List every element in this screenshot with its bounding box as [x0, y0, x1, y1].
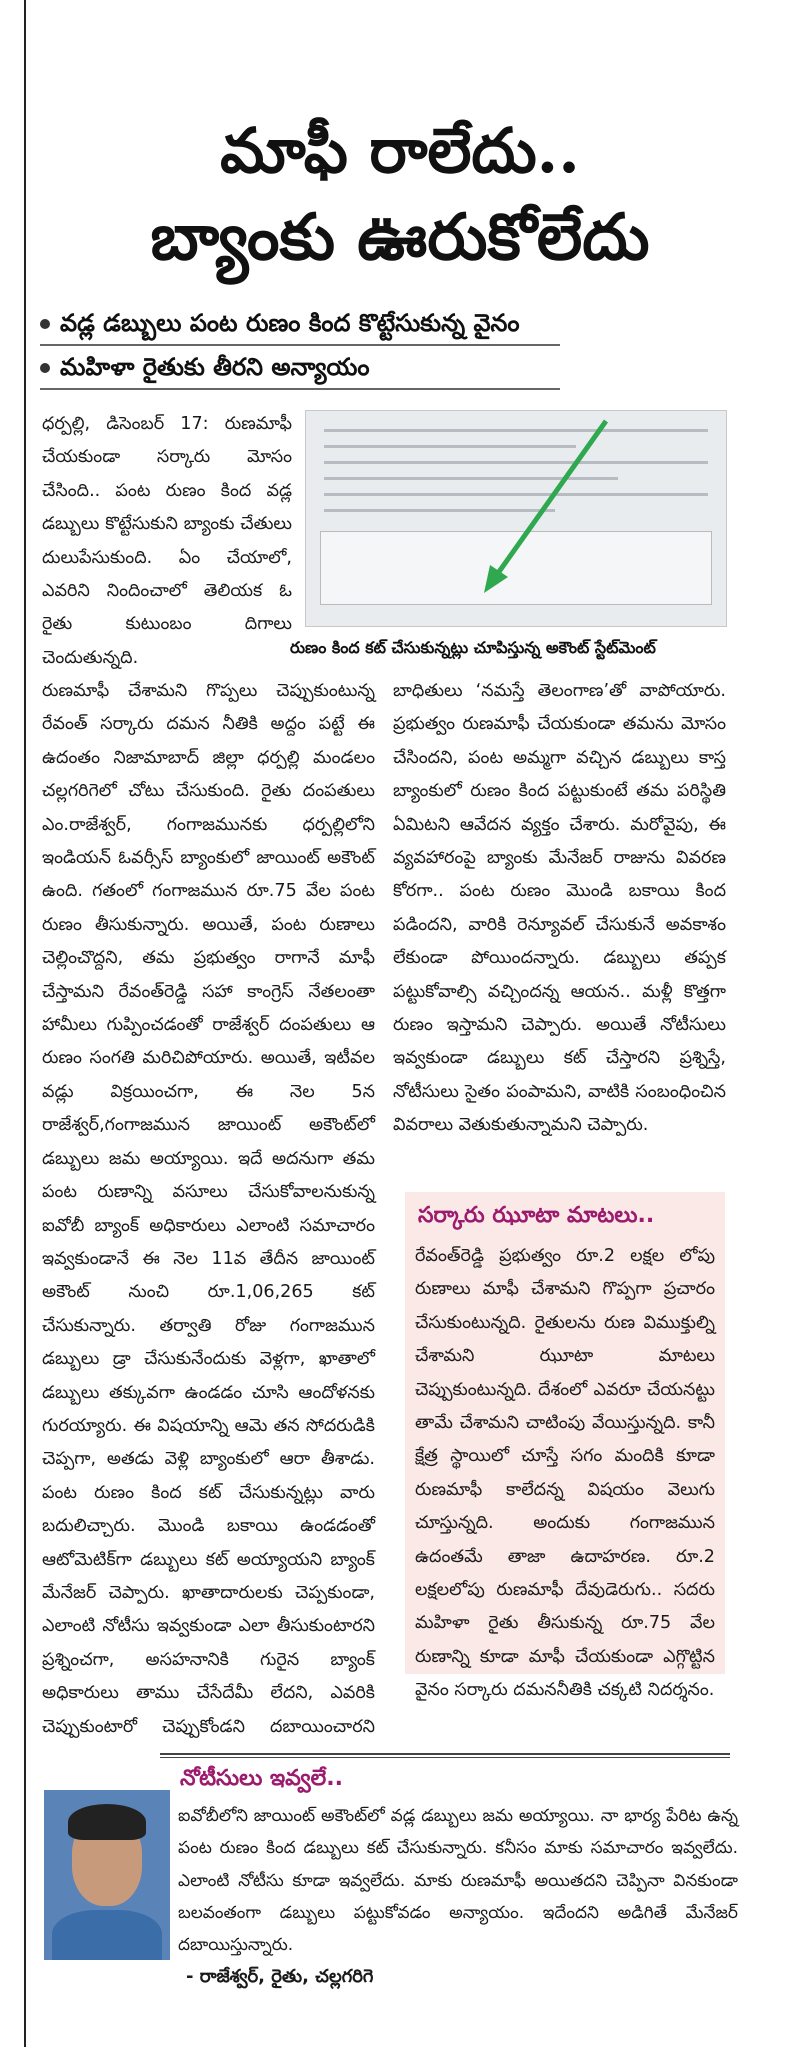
subhead-1-text: వడ్ల డబ్బులు పంట రుణం కింద కొట్టేసుకున్న వైనం	[60, 309, 520, 337]
green-arrow-icon	[306, 411, 726, 626]
divider	[160, 1757, 730, 1758]
subhead-1	[40, 306, 560, 346]
bullet-icon	[40, 363, 50, 373]
quote-title: నోటీసులు ఇవ్వలే..	[180, 1766, 343, 1791]
sidebar-title: సర్కారు ఝూటా మాటలు..	[418, 1203, 655, 1228]
bullet-icon	[40, 319, 50, 329]
account-statement-photo	[305, 410, 727, 627]
sidebar-text: రేవంత్‌రెడ్డి ప్రభుత్వం రూ.2 లక్షల లోపు రుణాలు మాఫీ చేశామని గొప్పగా ప్రచారం చేసుకుంటున్నది. రైతులను రుణ విముక్తుల్ని చేశామని ఝూటా మాటలు చెప్పుకుంటున్నది. దేశంలో ఎవరూ చేయనట్టు తామే చేశామని చాటింపు వేయిస్తున్నది. కానీ క్షేత్ర స్థాయిలో చూస్తే సగం మందికి కూడా రుణమాఫీ కాలేదన్న విషయం వెలుగు చూస్తున్నది. అందుకు గంగాజమున ఉదంతమే తాజా ఉదాహరణ. రూ.2 లక్షలలోపు రుణమాఫీ దేవుడెరుగు.. సదరు మహిళా రైతు తీసుకున్న రూ.75 వేల రుణాన్ని కూడా మాఫీ చేయకుండా ఎగ్గొట్టిన వైనం సర్కారు దమననీతికి చక్కటి నిదర్శనం.	[415, 1246, 715, 1701]
headline-line-2: బ్యాంకు ఊరుకోలేదు	[150, 200, 650, 275]
article-body: రుణమాఫీ చేశామని గొప్పలు చెప్పుకుంటున్న రేవంత్ సర్కారు దమన నీతికి అద్దం పట్టే ఈ ఉదంతం నిజామాబాద్ జిల్లా ధర్పల్లి మండలం చల్లగరిగెలో చోటు చేసుకుంది. రైతు దంపతులు ఎం.రాజేశ్వర్, గంగాజమునకు ధర్పల్లిలోని ఇండియన్ ఓవర్సీస్ బ్యాంకులో జాయింట్ అకౌంట్ ఉంది. గతంలో గంగాజమున రూ.75 వేల పంట రుణం తీసుకున్నారు. అయితే, పంట రుణాలు చెల్లించొద్దని, తమ ప్రభుత్వం రాగానే మాఫీ చేస్తామని రేవంత్‌రెడ్డి సహా కాంగ్రెస్ నేతలంతా హామీలు గుప్పించడంతో రాజేశ్వర్ దంపతులు ఆ రుణం సంగతి మరిచిపోయారు. అయితే, ఇటీవల వడ్లు విక్రయించగా, ఈ నెల 5న రాజేశ్వర్,గంగాజమున జాయింట్ అకౌంట్‌లో డబ్బులు జమ అయ్యాయి. ఇదే అదనుగా తమ పంట రుణాన్ని వసూలు చేసుకోవాలనుకున్న ఐవోబీ బ్యాంక్ అధికారులు ఎలాంటి సమాచారం ఇవ్వకుండానే ఈ నెల 11వ తేదీన జాయింట్ అకౌంట్ నుంచి రూ.1,06,265 కట్ చేసుకున్నారు. తర్వాతి రోజు గంగాజమున డబ్బులు డ్రా చేసుకునేందుకు వెళ్లగా, ఖాతాలో డబ్బులు తక్కువగా ఉండడం చూసి ఆందోళనకు గురయ్యారు. ఈ విషయాన్ని ఆమె తన సోదరుడికి చెప్పగా, అతడు వెళ్లి బ్యాంకులో ఆరా తీశాడు. పంట రుణం కింద కట్ చేసుకున్నట్లు వారు బదులిచ్చారు. మొండి బకాయి ఉండడంతో ఆటోమెటిక్‌గా డబ్బులు కట్ అయ్యాయని బ్యాంక్ మేనేజర్ చెప్పారు. ఖాతాదారులకు చెప్పకుండా, ఎలాంటి నోటీసు ఇవ్వకుండా ఎలా తీసుకుంటారని ప్రశ్నించగా, అసహనానికి గురైన బ్యాంక్ అధికారులు తాము చేసేదేమీ లేదని, ఎవరికి చెప్పుకుంటారో చెప్పుకోండని దబాయించారని బాధితులు ‘నమస్తే తెలంగాణ’తో వాపోయారు. ప్రభుత్వం రుణమాఫీ చేయకుండా తమను మోసం చేసిందని, పంట అమ్మగా వచ్చిన డబ్బులు కాస్త బ్యాంకులో రుణం కింద పట్టుకుంటే తమ పరిస్థితి ఏమిటని ఆవేదన వ్యక్తం చేశారు. మరోవైపు, ఈ వ్యవహారంపై బ్యాంకు మేనేజర్ రాజును వివరణ కోరగా.. పంట రుణం మొండి బకాయి కింద పడిందని, వారికి రెన్యూవల్ చేసుకునే అవకాశం లేకుండా పోయిందన్నారు. డబ్బులు తప్పక పట్టుకోవాల్సి వచ్చిందన్న ఆయన.. మళ్లీ కొత్తగా రుణం ఇస్తామని చెప్పారు. అయితే నోటీసులు ఇవ్వకుండా డబ్బులు కట్ చేస్తారని ప్రశ్నిస్తే, నోటీసులు సైతం పంపామని, వాటికి సంబంధించిన వివరాలు వెతుకుతున్నామని చెప్పారు.	[42, 681, 726, 1737]
photo-caption: రుణం కింద కట్ చేసుకున్నట్లు చూపిస్తున్న అకౌంట్ స్టేట్‌మెంట్	[290, 638, 656, 657]
farmer-photo	[44, 1790, 170, 1960]
portrait-hair	[68, 1804, 146, 1840]
column-rule	[24, 0, 26, 2047]
portrait-body	[52, 1910, 162, 1960]
headline-line-1: మాఫీ రాలేదు..	[220, 114, 580, 187]
subhead-2	[40, 350, 560, 390]
quote-signature: - రాజేశ్వర్, రైతు, చల్లగరిగె	[186, 1966, 374, 1987]
subhead-2-text: మహిళా రైతుకు తీరని అన్యాయం	[60, 353, 370, 381]
quote-text: ఐవోబీలోని జాయింట్ అకౌంట్‌లో వడ్ల డబ్బులు జమ అయ్యాయి. నా భార్య పేరిట ఉన్న పంట రుణం కింద డబ్బులు కట్ చేసుకున్నారు. కనీసం మాకు సమాచారం ఇవ్వలేదు. ఎలాంటి నోటీసు కూడా ఇవ్వలేదు. మాకు రుణమాఫీ అయితదని చెప్పినా వినకుండా బలవంతంగా డబ్బులు పట్టుకోవడం అన్యాయం. ఇదేందని అడిగితే మేనేజర్ దబాయిస్తున్నారు.	[178, 1806, 738, 1956]
article-intro: ధర్పల్లి, డిసెంబర్ 17: రుణమాఫీ చేయకుండా సర్కారు మోసం చేసింది.. పంట రుణం కింద వడ్ల డబ్బులు కొట్టేసుకుని బ్యాంకు చేతులు దులుపేసుకుంది. ఏం చేయాలో, ఎవరిని నిందించాలో తెలియక ఓ రైతు కుటుంబం దిగాలు చెందుతున్నది.	[42, 414, 292, 668]
divider	[160, 1753, 730, 1755]
